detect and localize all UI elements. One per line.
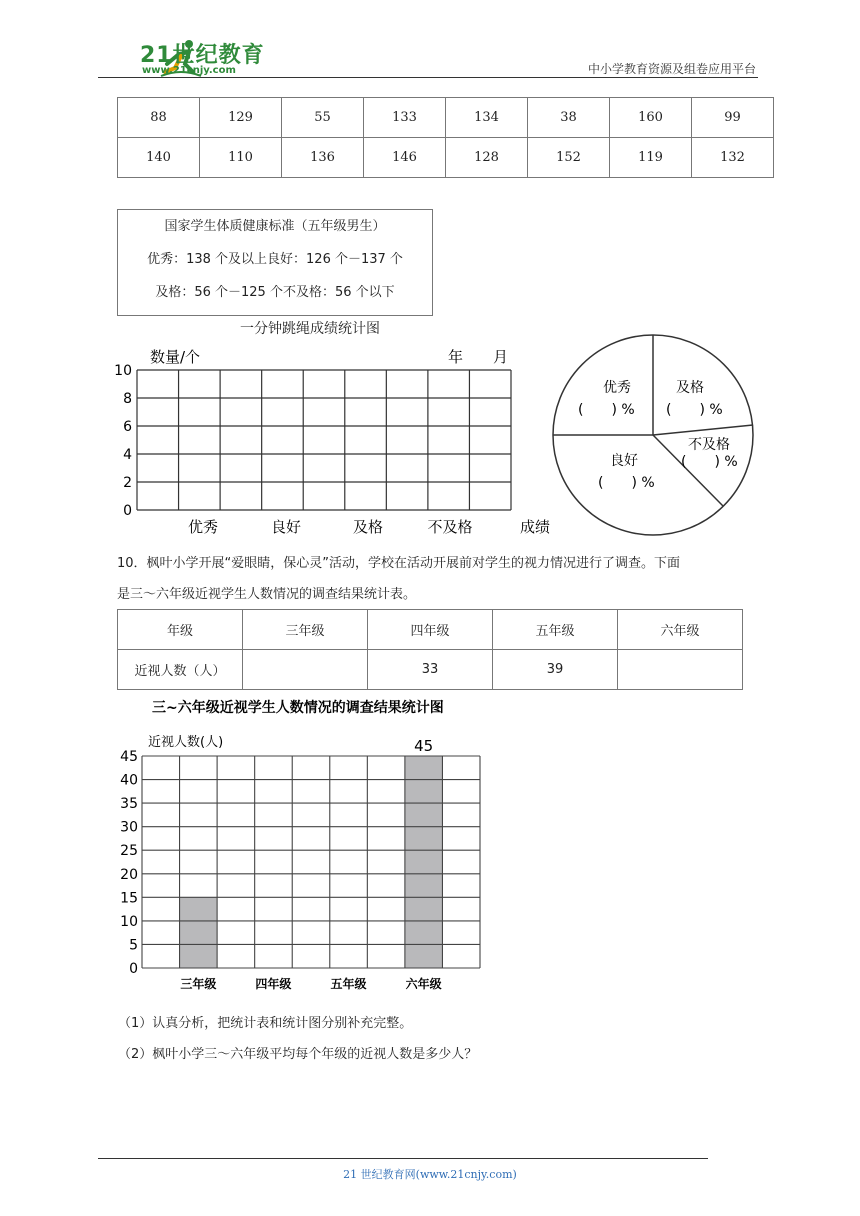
category-label: 良好: [270, 518, 302, 536]
y-tick-label: 20: [120, 866, 138, 883]
chart1-ylabel: 数量/个: [150, 348, 201, 366]
table-cell: [243, 650, 368, 690]
category-label: 五年级: [330, 977, 367, 991]
table-row: [118, 610, 743, 650]
table-cell: 119: [610, 138, 692, 178]
y-tick-label: 0: [129, 961, 138, 977]
jump-rope-grid-chart: [110, 340, 560, 540]
table-cell: 136: [282, 138, 364, 178]
chart2-ylabel: 近视人数(人): [148, 735, 224, 750]
y-tick-label: 5: [129, 937, 138, 954]
chart2-bars: [180, 756, 443, 968]
logo-text: 21世纪教育: [140, 43, 265, 68]
chart1-yticks: [114, 363, 132, 519]
question-10-line-2: 是三～六年级近视学生人数情况的调查结果统计表。: [117, 587, 417, 602]
y-tick-label: 4: [123, 447, 132, 463]
standard-line-2: 及格：56 个－125 个不及格：56 个以下: [155, 285, 395, 300]
pie-pct-fail: ( ) %: [681, 454, 738, 470]
score-table: [117, 97, 774, 178]
pie-divider: [653, 425, 753, 435]
standard-title: 国家学生体质健康标准（五年级男生）: [164, 219, 386, 234]
bar: [405, 756, 443, 968]
table-cell: 33: [368, 650, 493, 690]
table-cell: 129: [200, 98, 282, 138]
pie-label-pass: 及格: [676, 380, 704, 396]
category-label: 六年级: [405, 977, 442, 991]
pie-pct-pass: ( ) %: [666, 402, 723, 418]
y-tick-label: 0: [123, 503, 132, 519]
table-cell: 140: [118, 138, 200, 178]
chart2-yticks: [120, 749, 138, 977]
y-tick-label: 6: [123, 419, 132, 435]
question-10-line-1: [117, 552, 680, 571]
category-label: 及格: [352, 518, 384, 536]
platform-name: 中小学教育资源及组卷应用平台: [587, 62, 756, 76]
pie-label-good: 良好: [610, 453, 638, 469]
table-header: 四年级: [368, 610, 493, 650]
chart2-title: 三~六年级近视学生人数情况的调查结果统计图: [152, 700, 444, 716]
question-number: 10．: [117, 556, 147, 571]
table-cell: 132: [692, 138, 774, 178]
table-cell: 133: [364, 98, 446, 138]
category-label: 不及格: [427, 518, 473, 536]
table-cell: [618, 650, 743, 690]
question-text: 枫叶小学开展“爱眼睛，保心灵”活动，学校在活动开展前对学生的视力情况进行了调查。下面: [146, 556, 681, 571]
table-cell: 39: [493, 650, 618, 690]
category-label: 三年级: [180, 977, 217, 991]
pie-label-fail: 不及格: [688, 437, 730, 453]
pie-pct-excellent: ( ) %: [578, 402, 635, 418]
table-row: [118, 650, 743, 690]
standard-line-1: 优秀：138 个及以上良好：126 个－137 个: [147, 252, 403, 267]
footer-text: 21 世纪教育网(www.21cnjy.com): [343, 1168, 517, 1181]
table-header: 年级: [118, 610, 243, 650]
category-label: 优秀: [187, 518, 219, 536]
score-pie-chart: [548, 330, 758, 540]
table-cell: 99: [692, 98, 774, 138]
table-cell: 110: [200, 138, 282, 178]
y-tick-label: 25: [120, 843, 138, 860]
chart1-title: 一分钟跳绳成绩统计图: [240, 321, 380, 337]
myopia-bar-chart: [112, 692, 492, 992]
y-tick-label: 45: [120, 749, 138, 765]
table-row-label: 近视人数（人）: [118, 650, 243, 690]
y-tick-label: 15: [120, 890, 138, 907]
y-tick-label: 2: [123, 475, 132, 491]
y-tick-label: 35: [120, 796, 138, 813]
subquestion-1: （1）认真分析，把统计表和统计图分别补充完整。: [118, 1016, 413, 1031]
pie-pct-good: ( ) %: [598, 475, 655, 491]
table-row: [118, 138, 774, 178]
y-tick-label: 40: [120, 772, 138, 789]
table-header: 三年级: [243, 610, 368, 650]
chart1-categories: [188, 518, 473, 536]
fitness-standard-box: [117, 209, 433, 316]
bar: [180, 897, 218, 968]
pie-label-excellent: 优秀: [603, 380, 631, 396]
chart2-data-labels: [414, 737, 433, 755]
y-tick-label: 10: [114, 363, 132, 379]
table-cell: 55: [282, 98, 364, 138]
table-cell: 38: [528, 98, 610, 138]
chart1-xlabel: 成绩: [520, 518, 551, 536]
chart1-date: 年 月: [448, 348, 509, 366]
table-header: 六年级: [618, 610, 743, 650]
chart2-categories: [180, 976, 441, 991]
header-divider: [98, 77, 758, 78]
table-header: 五年级: [493, 610, 618, 650]
y-tick-label: 8: [123, 391, 132, 407]
category-label: 四年级: [255, 977, 292, 991]
myopia-table: [117, 609, 743, 690]
y-tick-label: 10: [120, 913, 138, 930]
y-tick-label: 30: [120, 819, 138, 836]
table-row: [118, 98, 774, 138]
subquestion-2: （2）枫叶小学三～六年级平均每个年级的近视人数是多少人？: [118, 1047, 478, 1062]
table-cell: 160: [610, 98, 692, 138]
table-cell: 134: [446, 98, 528, 138]
table-cell: 146: [364, 138, 446, 178]
data-label: 45: [414, 737, 434, 755]
chart1-grid: [137, 370, 511, 510]
footer-divider: [98, 1158, 708, 1159]
table-cell: 88: [118, 98, 200, 138]
table-cell: 128: [446, 138, 528, 178]
logo-url: www.21cnjy.com: [142, 65, 236, 76]
table-cell: 152: [528, 138, 610, 178]
